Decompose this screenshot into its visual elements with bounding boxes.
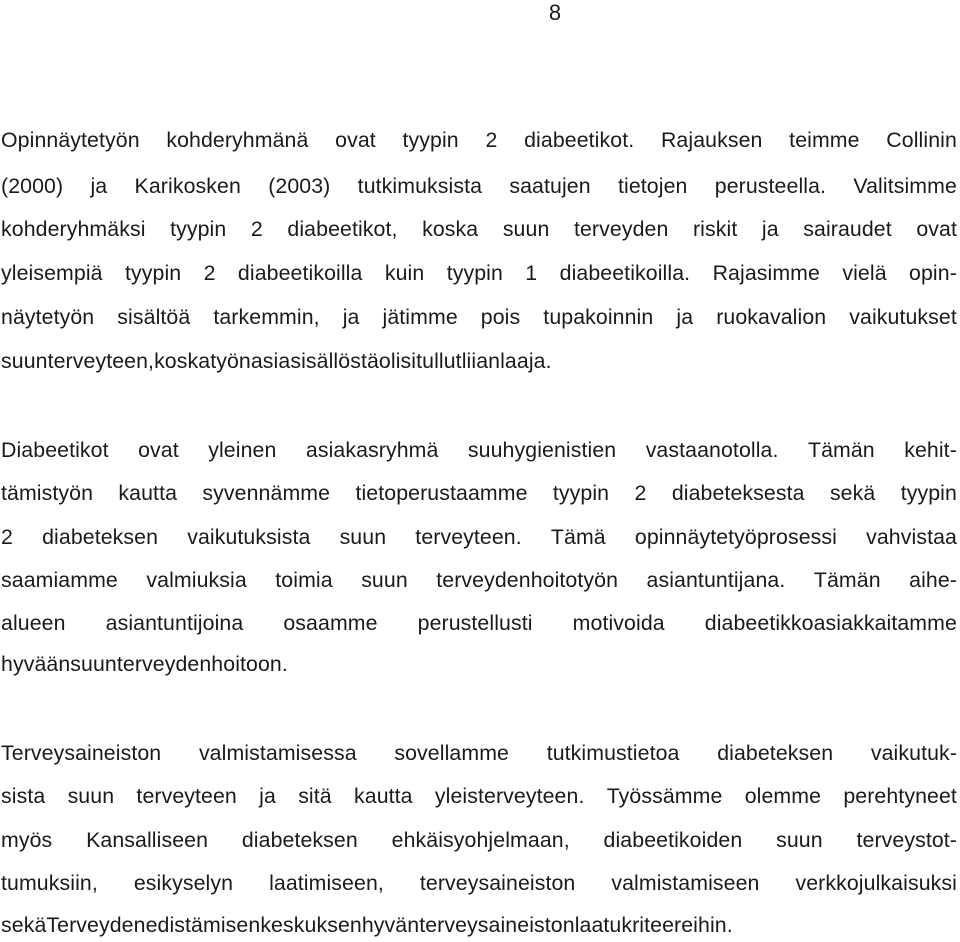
word: laatimiseen, [269, 871, 384, 895]
word: syvennämme [202, 481, 331, 505]
word: Tämän [807, 438, 875, 462]
paragraph-2-line-5 [1, 609, 957, 637]
word: diabeetikoilla [237, 261, 363, 285]
word: suuhygienistien [467, 438, 617, 462]
word: tietoperustaamme [355, 481, 528, 505]
word: esikyselyn [133, 871, 234, 895]
word: Opinnäytetyön [1, 128, 140, 152]
word: sekä [829, 481, 876, 505]
word: valmistamiseen [611, 871, 760, 895]
paragraph-3-line-5 [1, 911, 957, 939]
word: 1 [525, 261, 538, 285]
word: työn [210, 349, 251, 373]
word: koska [422, 217, 479, 241]
word: suun [776, 828, 823, 852]
paragraph-2-line-2 [1, 479, 957, 507]
word: suun [70, 652, 117, 676]
word: 2 [634, 481, 647, 505]
word: ruokavalion [716, 305, 827, 329]
word: näytetyön [1, 305, 95, 329]
word: Karikosken [134, 174, 241, 198]
page-number: 8 [548, 0, 562, 25]
word: Tämä [550, 525, 606, 549]
word: terveyteen [136, 784, 237, 808]
word: diabeteksen [717, 741, 834, 765]
word: terveysaineiston [419, 871, 576, 895]
word: diabeteksen [42, 525, 159, 549]
word: diabeetikot. [524, 128, 635, 152]
word: ovat [916, 217, 957, 241]
word: tutkimustietoa [546, 741, 680, 765]
word: tämistyön [1, 481, 94, 505]
word: Kansalliseen [86, 828, 209, 852]
paragraph-3-line-2 [1, 782, 957, 810]
word: asiakasryhmä [305, 438, 439, 462]
word: 2 [250, 217, 263, 241]
word: tyypin [900, 481, 957, 505]
word: ehkäisyohjelmaan, [391, 828, 570, 852]
word: opinnäytetyöprosessi [634, 525, 837, 549]
paragraph-2-line-3 [1, 523, 957, 551]
word: keskuksen [260, 913, 362, 937]
paragraph-1-line-6 [1, 347, 957, 375]
paragraph-3-line-1 [1, 739, 957, 767]
word: sitä [298, 784, 332, 808]
word: opin- [909, 261, 957, 285]
word: terveyteen, [47, 349, 155, 373]
paragraph-1-line-1 [1, 126, 957, 154]
word: jätimme [382, 305, 458, 329]
word: tullut [416, 349, 462, 373]
word: Työssämme [606, 784, 723, 808]
word: tyypin [402, 128, 459, 152]
word: kohderyhmäksi [1, 217, 146, 241]
word: liian [461, 349, 501, 373]
paragraph-3-line-4 [1, 869, 957, 897]
word: suun [1, 349, 48, 373]
word: hyvään [1, 652, 71, 676]
word: valmistamisessa [198, 741, 357, 765]
word: tyypin [552, 481, 610, 505]
word: tyypin [124, 261, 182, 285]
word: terveydenhoitoon. [116, 652, 288, 676]
word: vahvistaa [866, 525, 957, 549]
word: saatujen [509, 174, 591, 198]
word: koska [154, 349, 211, 373]
paragraph-1-line-4 [1, 259, 957, 287]
word: vastaanotolla. [645, 438, 779, 462]
word: kuin [384, 261, 425, 285]
word: perehtyneet [843, 784, 957, 808]
word: vaikutuk- [870, 741, 957, 765]
word: terveystot- [856, 828, 957, 852]
word: Rajauksen [660, 128, 763, 152]
word: 2 [485, 128, 498, 152]
word: yleisempiä [1, 261, 103, 285]
word: ja [342, 305, 360, 329]
word: tarkemmin, [213, 305, 320, 329]
paragraph-2-line-1 [1, 436, 957, 464]
word: suun [67, 784, 115, 808]
word: ja [761, 217, 779, 241]
word: verkkojulkaisuksi [795, 871, 957, 895]
paragraph-3-line-3 [1, 826, 957, 854]
word: asiasisällöstä [250, 349, 379, 373]
word: saamiamme [1, 568, 118, 592]
word: terveyteen. [415, 525, 522, 549]
word: laaja. [500, 349, 552, 373]
word: sairaudet [803, 217, 892, 241]
word: vaikutukset [849, 305, 957, 329]
word: tyypin [170, 217, 227, 241]
word: kautta [118, 481, 178, 505]
word: Terveyden [46, 913, 146, 937]
word: tupakoinnin [543, 305, 654, 329]
word: ovat [335, 128, 376, 152]
word: (2000) [1, 174, 64, 198]
word: tyypin [446, 261, 503, 285]
word: sisältöä [117, 305, 191, 329]
word: Collinin [886, 128, 957, 152]
word: olemme [744, 784, 822, 808]
word: vielä [842, 261, 887, 285]
paragraph-2-line-6 [1, 650, 957, 678]
word: tumuksiin, [1, 871, 98, 895]
paragraph-1-line-2 [1, 172, 957, 200]
word: tutkimuksista [357, 174, 483, 198]
word: Tämän [813, 568, 881, 592]
paragraph-1-line-5 [1, 303, 957, 331]
word: terveydenhoitotyön [436, 568, 619, 592]
word: olisi [378, 349, 417, 373]
word: ja [676, 305, 694, 329]
word: aihe- [909, 568, 957, 592]
word: Valitsimme [853, 174, 957, 198]
word: ja [90, 174, 108, 198]
word: hyvän [361, 913, 420, 937]
word: asiantuntijoina [105, 611, 244, 635]
word: suun [361, 568, 408, 592]
word: yleinen [208, 438, 277, 462]
word: edistämisen [145, 913, 261, 937]
word: ja [259, 784, 276, 808]
word: diabeetikkoasiakkaitamme [704, 611, 957, 635]
word: alueen [1, 611, 66, 635]
word: tietojen [617, 174, 688, 198]
word: kohderyhmänä [166, 128, 309, 152]
paragraph-2-line-4 [1, 566, 957, 594]
word: Terveysaineiston [1, 741, 162, 765]
word: suun [339, 525, 387, 549]
word: diabeetikoiden [603, 828, 743, 852]
word: sekä [1, 913, 47, 937]
word: vaikutuksista [187, 525, 311, 549]
word: perustellusti [417, 611, 533, 635]
word: terveyden [573, 217, 669, 241]
word: terveysaineiston [419, 913, 575, 937]
word: osaamme [283, 611, 378, 635]
paragraph-1-line-3 [1, 215, 957, 243]
word: suun [502, 217, 550, 241]
word: ovat [138, 438, 179, 462]
word: Diabeetikot [1, 438, 109, 462]
word: diabeteksesta [671, 481, 805, 505]
word: Rajasimme [712, 261, 820, 285]
word: kehit- [904, 438, 957, 462]
word: 2 [203, 261, 216, 285]
word: motivoida [572, 611, 665, 635]
word: toimia [275, 568, 333, 592]
word: valmiuksia [146, 568, 247, 592]
word: riskit [692, 217, 738, 241]
word: (2003) [268, 174, 331, 198]
word: diabeteksen [241, 828, 358, 852]
word: 2 [1, 525, 13, 549]
word: sista [1, 784, 46, 808]
word: asiantuntijana. [646, 568, 786, 592]
word: pois [480, 305, 521, 329]
word: diabeetikot, [287, 217, 398, 241]
word: yleisterveyteen. [434, 784, 585, 808]
word: teimme [789, 128, 860, 152]
word: laatukriteereihin. [574, 913, 733, 937]
word: sovellamme [394, 741, 509, 765]
word: diabeetikoilla. [559, 261, 691, 285]
word: myös [1, 828, 53, 852]
word: kautta [354, 784, 413, 808]
word: perusteella. [714, 174, 827, 198]
